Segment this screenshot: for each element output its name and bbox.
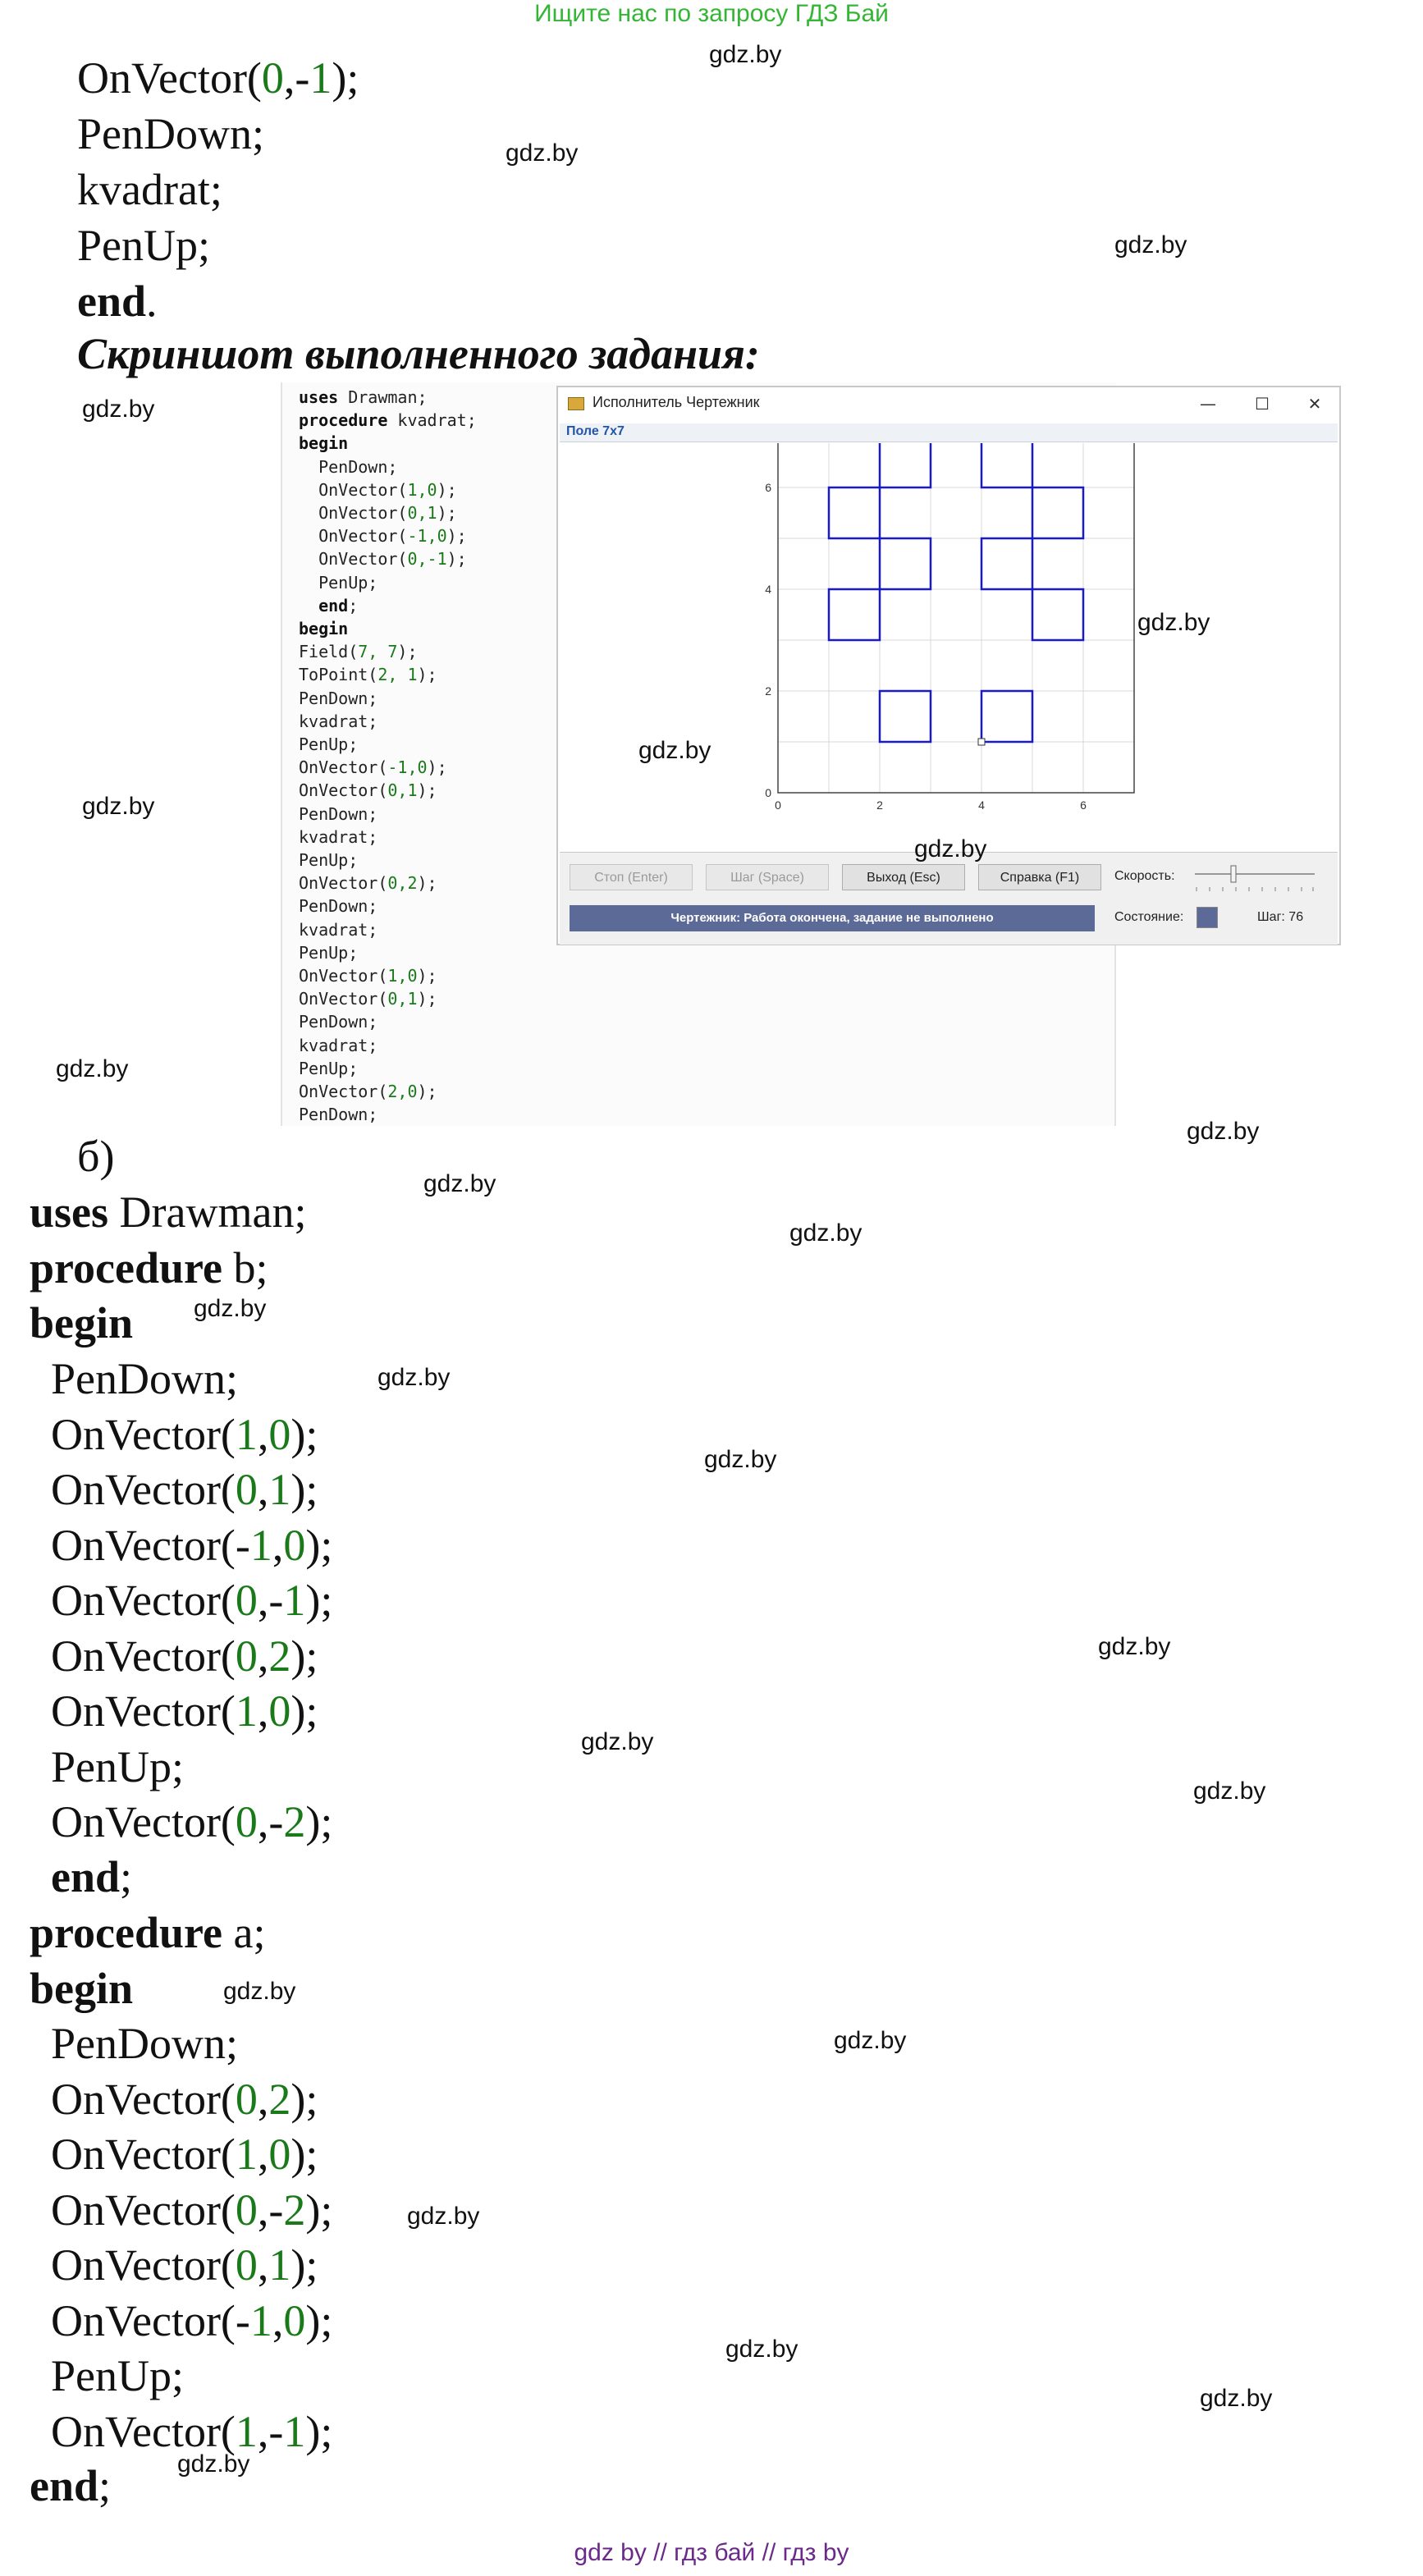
watermark: gdz.by bbox=[223, 1978, 296, 2005]
editor-line: OnVector(-1,0); bbox=[299, 526, 467, 547]
code-line: end; bbox=[51, 1852, 133, 1901]
watermark: gdz.by bbox=[56, 1055, 129, 1082]
editor-line: ToPoint(2, 1); bbox=[299, 665, 437, 685]
x-tick-label: 0 bbox=[775, 798, 781, 812]
code-line: OnVector(-1,0); bbox=[51, 2295, 333, 2345]
top-banner[interactable]: Ищите нас по запросу ГДЗ Бай bbox=[534, 0, 889, 27]
footer-links[interactable]: gdz by // гдз бай // гдз by bbox=[574, 2539, 849, 2566]
code-line: OnVector(0,-2); bbox=[51, 2185, 333, 2235]
code-line: end; bbox=[30, 2461, 112, 2510]
editor-line: end; bbox=[299, 595, 359, 615]
watermark: gdz.by bbox=[581, 1728, 654, 1755]
editor-line: PenDown; bbox=[299, 803, 378, 824]
watermark: gdz.by bbox=[725, 2336, 798, 2363]
code-line: PenDown; bbox=[51, 1354, 238, 1403]
divider bbox=[1114, 944, 1116, 1126]
code-line: OnVector(0,1); bbox=[51, 2240, 318, 2290]
editor-line: kvadrat; bbox=[299, 919, 378, 940]
step-button[interactable]: Шаг (Space) bbox=[706, 864, 829, 890]
x-tick-label: 4 bbox=[978, 798, 985, 812]
field-border bbox=[778, 443, 1134, 793]
drawn-square bbox=[829, 589, 880, 640]
watermark: gdz.by bbox=[423, 1170, 496, 1197]
editor-line: OnVector(2,0); bbox=[299, 1082, 437, 1101]
editor-line: OnVector(0,2); bbox=[299, 873, 437, 894]
code-line: kvadrat; bbox=[77, 165, 222, 214]
maximize-button[interactable]: ☐ bbox=[1255, 394, 1270, 414]
editor-line: kvadrat; bbox=[299, 826, 378, 847]
code-line: begin bbox=[30, 1298, 134, 1347]
code-line: PenDown; bbox=[51, 2019, 238, 2068]
editor-line: OnVector(1,0); bbox=[299, 966, 437, 986]
editor-line: PenDown; bbox=[299, 688, 378, 708]
speed-slider[interactable] bbox=[1192, 861, 1323, 894]
code-line: OnVector(-1,0); bbox=[51, 1520, 333, 1570]
editor-line: begin bbox=[299, 433, 349, 454]
stop-button[interactable]: Стоп (Enter) bbox=[570, 864, 693, 890]
editor-line: Field(7, 7); bbox=[299, 642, 418, 662]
editor-line: procedure kvadrat; bbox=[299, 410, 477, 431]
watermark: gdz.by bbox=[82, 396, 155, 423]
y-tick-label: 6 bbox=[765, 481, 771, 494]
code-line: procedure b; bbox=[30, 1243, 268, 1293]
state-label: Состояние: bbox=[1114, 910, 1184, 924]
watermark: gdz.by bbox=[506, 140, 579, 167]
code-line: PenDown; bbox=[77, 109, 264, 158]
screenshot-heading: Скриншот выполненного задания: bbox=[77, 329, 760, 378]
code-line: PenUp; bbox=[77, 221, 210, 270]
code-line: OnVector(0,-1); bbox=[77, 53, 359, 103]
exit-button[interactable]: Выход (Esc) bbox=[842, 864, 965, 890]
code-line: OnVector(1,0); bbox=[51, 1686, 318, 1736]
editor-line: OnVector(0,-1); bbox=[299, 549, 467, 570]
status-bar: Чертежник: Работа окончена, задание не выполнено bbox=[570, 905, 1095, 931]
y-tick-label: 2 bbox=[765, 684, 771, 698]
watermark: gdz.by bbox=[914, 835, 987, 862]
drawn-square bbox=[829, 487, 880, 538]
watermark: gdz.by bbox=[194, 1295, 267, 1322]
drawn-square bbox=[981, 691, 1032, 742]
code-line: OnVector(0,2); bbox=[51, 1631, 318, 1681]
y-tick-label: 0 bbox=[765, 786, 771, 799]
drawn-square bbox=[880, 538, 931, 589]
drawn-square bbox=[1032, 487, 1083, 538]
editor-line: PenUp; bbox=[299, 572, 378, 593]
editor-line: uses Drawman; bbox=[299, 387, 428, 407]
menu-field[interactable]: Поле 7x7 bbox=[566, 424, 625, 438]
watermark: gdz.by bbox=[638, 737, 712, 764]
drawing-field bbox=[558, 443, 1339, 850]
watermark: gdz.by bbox=[177, 2450, 250, 2478]
pen-marker bbox=[978, 739, 985, 745]
watermark: gdz.by bbox=[834, 2027, 907, 2054]
watermark: gdz.by bbox=[1114, 231, 1187, 259]
x-tick-label: 2 bbox=[876, 798, 883, 812]
code-line: PenUp; bbox=[51, 2351, 184, 2400]
watermark: gdz.by bbox=[1137, 609, 1210, 636]
editor-line: PenUp; bbox=[299, 850, 359, 870]
code-line: OnVector(0,2); bbox=[51, 2074, 318, 2124]
menu-bar bbox=[560, 423, 1338, 442]
speed-label: Скорость: bbox=[1114, 869, 1175, 883]
editor-line: OnVector(-1,0); bbox=[299, 757, 447, 778]
window-title: Исполнитель Чертежник bbox=[593, 394, 760, 410]
drawn-square bbox=[981, 443, 1032, 487]
editor-line: OnVector(1,0); bbox=[299, 479, 457, 500]
code-line: PenUp; bbox=[51, 1741, 184, 1791]
step-counter: Шаг: 76 bbox=[1257, 910, 1304, 924]
editor-line: PenDown; bbox=[299, 1105, 378, 1125]
watermark: gdz.by bbox=[1187, 1118, 1260, 1145]
y-tick-label: 4 bbox=[765, 583, 771, 596]
code-line: procedure a; bbox=[30, 1908, 266, 1957]
x-tick-label: 6 bbox=[1080, 798, 1087, 812]
watermark: gdz.by bbox=[82, 793, 155, 820]
watermark: gdz.by bbox=[407, 2203, 480, 2230]
app-icon bbox=[568, 397, 584, 410]
drawn-square bbox=[880, 691, 931, 742]
editor-line: OnVector(0,1); bbox=[299, 989, 437, 1009]
editor-line: PenUp; bbox=[299, 734, 359, 754]
watermark: gdz.by bbox=[1200, 2385, 1273, 2412]
close-button[interactable]: ✕ bbox=[1307, 394, 1322, 414]
help-button[interactable]: Справка (F1) bbox=[978, 864, 1101, 890]
code-line: begin bbox=[30, 1964, 134, 2013]
editor-line: kvadrat; bbox=[299, 1035, 378, 1055]
editor-line: PenDown; bbox=[299, 896, 378, 917]
editor-line: PenUp; bbox=[299, 1058, 359, 1078]
editor-line: kvadrat; bbox=[299, 711, 378, 731]
minimize-button[interactable]: — bbox=[1200, 394, 1216, 414]
watermark: gdz.by bbox=[377, 1364, 451, 1391]
code-line: OnVector(0,1); bbox=[51, 1465, 318, 1514]
drawn-square bbox=[1032, 589, 1083, 640]
code-line: OnVector(0,-1); bbox=[51, 1576, 333, 1625]
drawn-square bbox=[880, 443, 931, 487]
editor-line: begin bbox=[299, 619, 349, 638]
drawn-square bbox=[981, 538, 1032, 589]
code-line: OnVector(1,0); bbox=[51, 1409, 318, 1459]
editor-line: OnVector(0,1); bbox=[299, 780, 437, 801]
code-line: OnVector(0,-2); bbox=[51, 1797, 333, 1846]
editor-line: OnVector(0,1); bbox=[299, 503, 457, 523]
watermark: gdz.by bbox=[1193, 1778, 1266, 1805]
control-panel bbox=[560, 852, 1338, 945]
code-line: OnVector(1,-1); bbox=[51, 2406, 333, 2456]
title-bar bbox=[558, 387, 1339, 422]
watermark: gdz.by bbox=[789, 1219, 862, 1247]
code-line: uses Drawman; bbox=[30, 1187, 307, 1237]
watermark: gdz.by bbox=[709, 41, 782, 68]
state-indicator bbox=[1197, 907, 1218, 928]
part-b-label: б) bbox=[77, 1132, 115, 1181]
code-line: OnVector(1,0); bbox=[51, 2130, 318, 2179]
code-line: end. bbox=[77, 277, 158, 326]
watermark: gdz.by bbox=[704, 1446, 777, 1473]
editor-line: PenDown; bbox=[299, 1012, 378, 1032]
editor-line: PenDown; bbox=[299, 456, 398, 477]
editor-line: PenUp; bbox=[299, 942, 359, 963]
watermark: gdz.by bbox=[1098, 1633, 1171, 1660]
